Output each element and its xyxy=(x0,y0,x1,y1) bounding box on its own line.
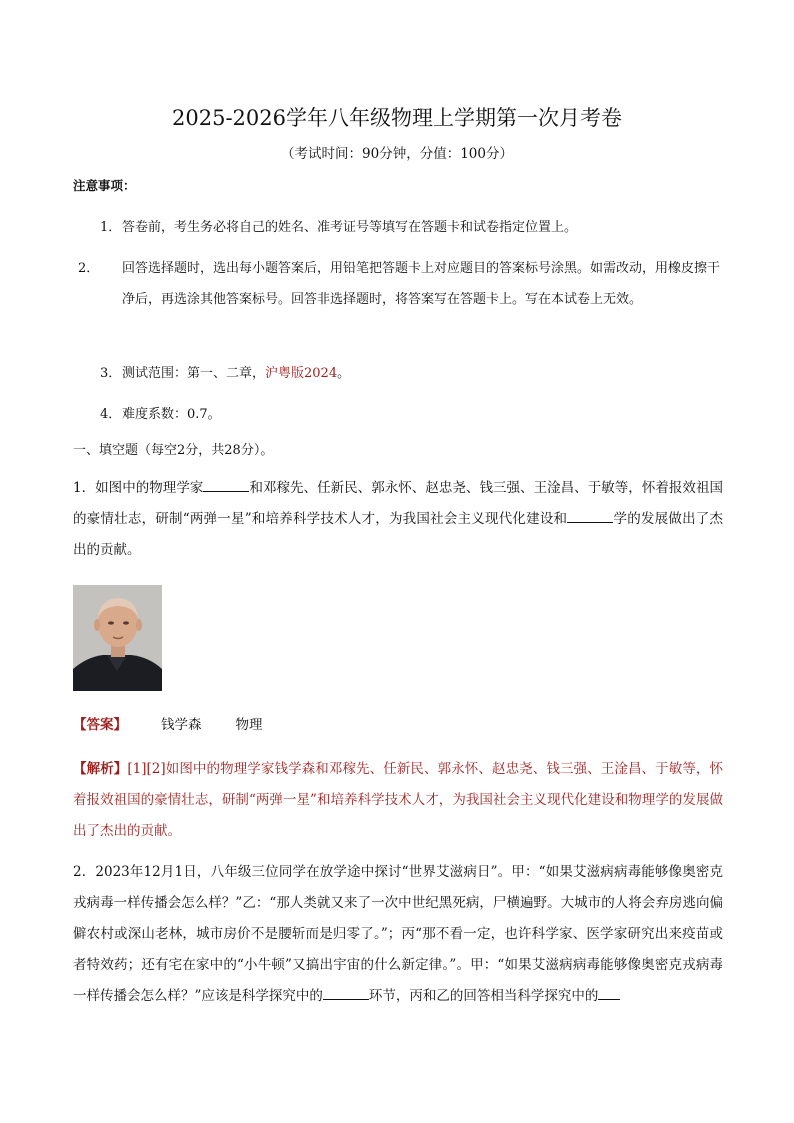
answer-blank[interactable] xyxy=(567,507,613,523)
question-2 xyxy=(73,857,723,1012)
notice-heading: 注意事项： xyxy=(73,178,136,193)
question-text: 学的发展做出了杰出的贡献。 xyxy=(73,511,724,558)
answer-line xyxy=(73,713,723,737)
analysis-block xyxy=(73,754,723,847)
exam-info: （考试时间：90分钟，分值：100分） xyxy=(281,146,513,162)
notice-item-text: 答卷前，考生务必将自己的姓名、准考证号等填写在答题卡和试卷指定位置上。 xyxy=(122,220,578,235)
notice-item-text: 测试范围：第一、二章， xyxy=(122,366,266,381)
notice-item-number: 4． xyxy=(100,407,122,422)
notice-item-text: 难度系数：0.7。 xyxy=(122,407,221,422)
notice-item-2 xyxy=(78,253,730,315)
notice-item-number: 1． xyxy=(100,220,122,235)
textbook-version: 沪粤版2024 xyxy=(265,366,338,381)
question-text: 1．如图中的物理学家 xyxy=(73,480,204,496)
portrait-image xyxy=(73,585,162,691)
notice-item-1 xyxy=(100,212,730,243)
notice-item-number: 3． xyxy=(100,366,122,381)
question-text: 2．2023年12月1日，八年级三位同学在放学途中探讨“世界艾滋病日”。甲：“如果艾滋病病毒能够像奥密克戎病毒一样传播会怎么样？”乙：“那人类就又来了一次中世纪黑死病，尸横遍野。大城市的人将会弃房逃向偏僻农村或深山老林，城市房价不是腰斩而是归零了。”；丙“那不看一定，也许科学家、医学家研究出来疫苗或者特效药；还有宅在家中的“小牛顿”又搞出宇宙的什么新定律。”。甲：“如果艾滋病病毒能够像奥密克戎病毒一样传播会怎么样？”应该是科学探究中的 xyxy=(73,864,723,1004)
section-heading: 一、填空题（每空2分，共28分）。 xyxy=(73,443,274,458)
notice-item-text: 回答选择题时，选出每小题答案后，用铅笔把答题卡上对应题目的答案标号涂黑。如需改动，用橡皮擦干净后，再选涂其他答案标号。回答非选择题时，将答案写在答题卡上。写在本试卷上无效。 xyxy=(122,261,721,307)
answer-blank[interactable] xyxy=(598,984,620,1000)
notice-item-3 xyxy=(100,358,730,389)
answer-value-2: 物理 xyxy=(235,717,263,733)
question-text: 环节，丙和乙的回答相当科学探究中的 xyxy=(368,988,599,1004)
analysis-text: [1][2]如图中的物理学家钱学森和邓稼先、任新民、郭永怀、赵忠尧、钱三强、王淦昌、于敏等，怀着报效祖国的豪情壮志，研制“两弹一星”和培养科学技术人才，为我国社会主义现代化建设和物理学的发展做出了杰出的贡献。 xyxy=(73,761,724,839)
answer-tag: 【答案】 xyxy=(73,717,127,733)
analysis-tag: 【解析】 xyxy=(73,761,128,777)
answer-blank[interactable] xyxy=(203,476,249,492)
page-title: 2025-2026学年八年级物理上学期第一次月考卷 xyxy=(172,106,622,130)
answer-blank[interactable] xyxy=(323,984,369,1000)
question-1 xyxy=(73,473,723,566)
notice-item-number: 2． xyxy=(78,261,100,276)
answer-value-1: 钱学森 xyxy=(161,717,202,733)
question-text: 和邓稼先、任新民、郭永怀、赵忠尧、钱三强、王淦昌、于敏等，怀着报效祖国的豪情壮志，研制“两弹一星”和培养科学技术人才，为我国社会主义现代化建设和 xyxy=(73,480,723,527)
scientist-photo xyxy=(73,585,162,691)
notice-item-suffix: 。 xyxy=(337,366,351,381)
notice-item-4 xyxy=(100,399,730,430)
